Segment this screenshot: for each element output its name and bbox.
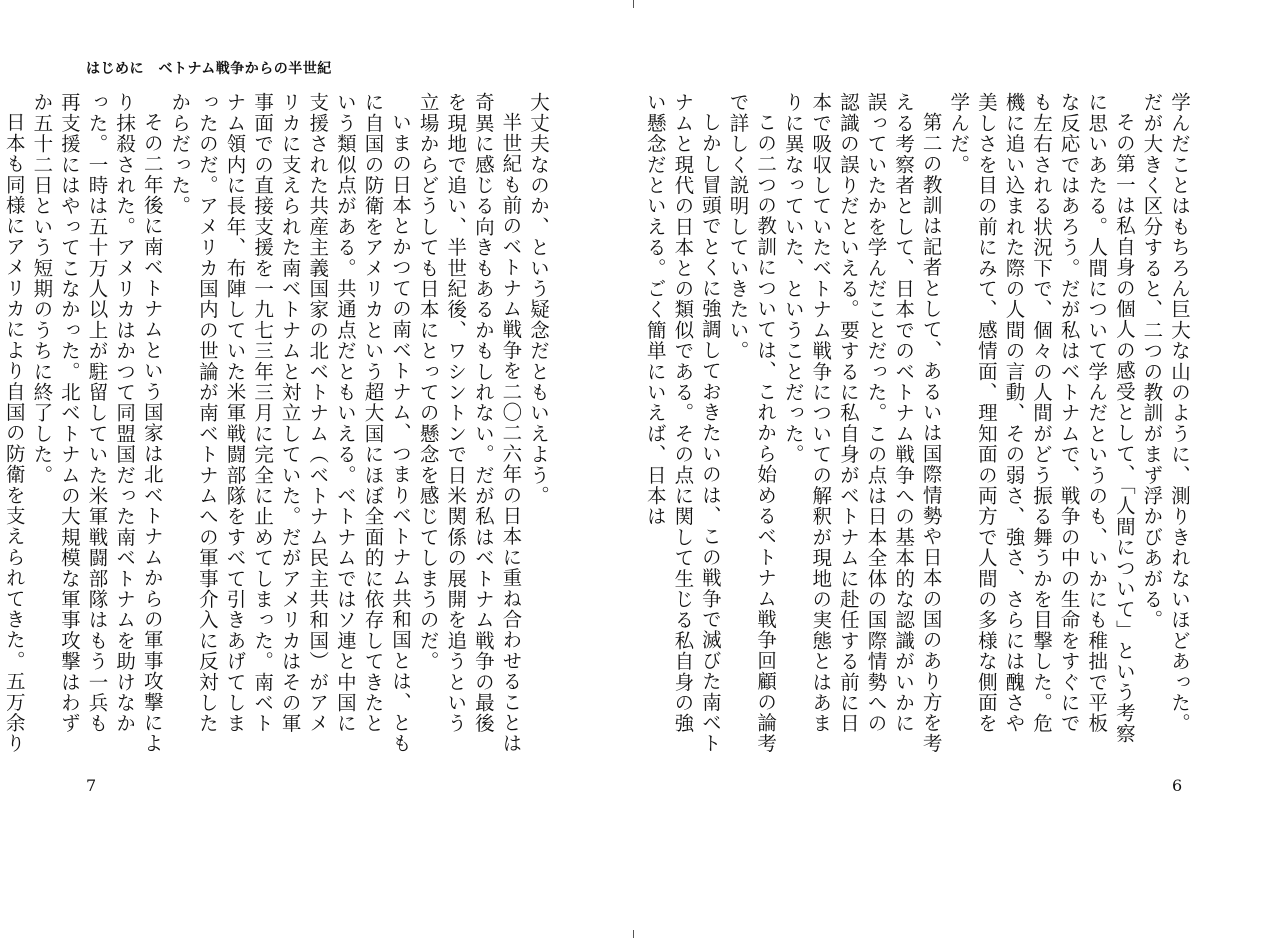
paragraph: しかし冒頭でとくに強調しておきたいのは、この戦争で滅びた南ベトナムと現代の日本との類似である。その点に関して生じる私自身の強い懸念だといえる。ごく簡単にいえば、日本は bbox=[643, 92, 722, 754]
crop-mark-top bbox=[633, 0, 634, 8]
paragraph: 学んだことはもちろん巨大な山のように、測りきれないほどあった。だが大きく区分すると、二つの教訓がまず浮かびあがる。 bbox=[1140, 92, 1191, 734]
right-page-text bbox=[643, 92, 1193, 754]
paragraph: 半世紀も前のベトナム戦争を二〇二六年の日本に重ね合わせることは奇異に感じる向きもあるかもしれない。だが私はベトナム戦争の最後を現地で追い、半世紀後、ワシントンで日米関係の展開を追うという立場からどうしても日本にとっての懸念を感じてしまうのだ。 bbox=[416, 92, 523, 754]
paragraph: 日本も同様にアメリカにより自国の防衛を支えられてきた。五万余り bbox=[2, 111, 26, 754]
paragraph: その二年後に南ベトナムという国家は北ベトナムからの軍事攻撃により抹殺された。アメリカはかつて同盟国だった南ベトナムを助けなかった。一時は五十万人以上が駐留していた米軍戦闘部隊はもう一兵も再支援にはやってこなかった。北ベトナムの大規模な軍事攻撃はわずか五十二日という短期のうちに終了した。 bbox=[30, 92, 164, 754]
paragraph: 第二の教訓は記者として、あるいは国際情勢や日本の国のあり方を考える考察者として、日本でのベトナム戦争への基本的な認識がいかに誤っていたかを学んだことだった。この点は日本全体の国際情勢への認識の誤りだといえる。要するに私自身がベトナムに赴任する前に日本で吸収していたベトナム戦争についての解釈が現地の実態とはあまりに異なっていた、ということだった。 bbox=[781, 92, 943, 754]
left-page-text bbox=[2, 92, 552, 754]
crop-mark-bottom bbox=[633, 930, 634, 938]
running-head: はじめに ベトナム戦争からの半世紀 bbox=[86, 61, 332, 77]
paragraph: この二つの教訓については、これから始めるベトナム戦争回顧の論考で詳しく説明していきたい。 bbox=[726, 92, 778, 754]
paragraph: いまの日本とかつての南ベトナム、つまりベトナム共和国とは、ともに自国の防衛をアメリカという超大国にほぼ全面的に依存してきたという類似点がある。共通点だともいえる。ベトナムではソ連と中国に支援された共産主義国家の北ベトナム（ベトナム民主共和国）がアメリカに支えられた南ベトナムと対立していた。だがアメリカはその軍事面での直接支援を一九七三年三月に完全に止めてしまった。南ベトナム領内に長年、布陣していた米軍戦闘部隊をすべて引きあげてしまったのだ。アメリカ国内の世論が南ベトナムへの軍事介入に反対したからだった。 bbox=[168, 92, 413, 754]
page-number-left: 7 bbox=[86, 776, 97, 795]
paragraph: 大丈夫なのか、という疑念だともいえよう。 bbox=[527, 92, 550, 506]
page-number-right: 6 bbox=[1172, 776, 1183, 795]
paragraph: その第一は私自身の個人の感受として、「人間について」という考察に思いあたる。人間について学んだというのも、いかにも稚拙で平板な反応ではあろう。だが私はベトナムで、戦争の中の生命をすぐにでも左右される状況下で、個々の人間がどう振る舞うかを目撃した。危機に追い込まれた際の人間の言動、その弱さ、強さ、さらには醜さや美しさを目の前にみて、感情面、理知面の両方で人間の多様な側面を学んだ。 bbox=[947, 92, 1136, 744]
